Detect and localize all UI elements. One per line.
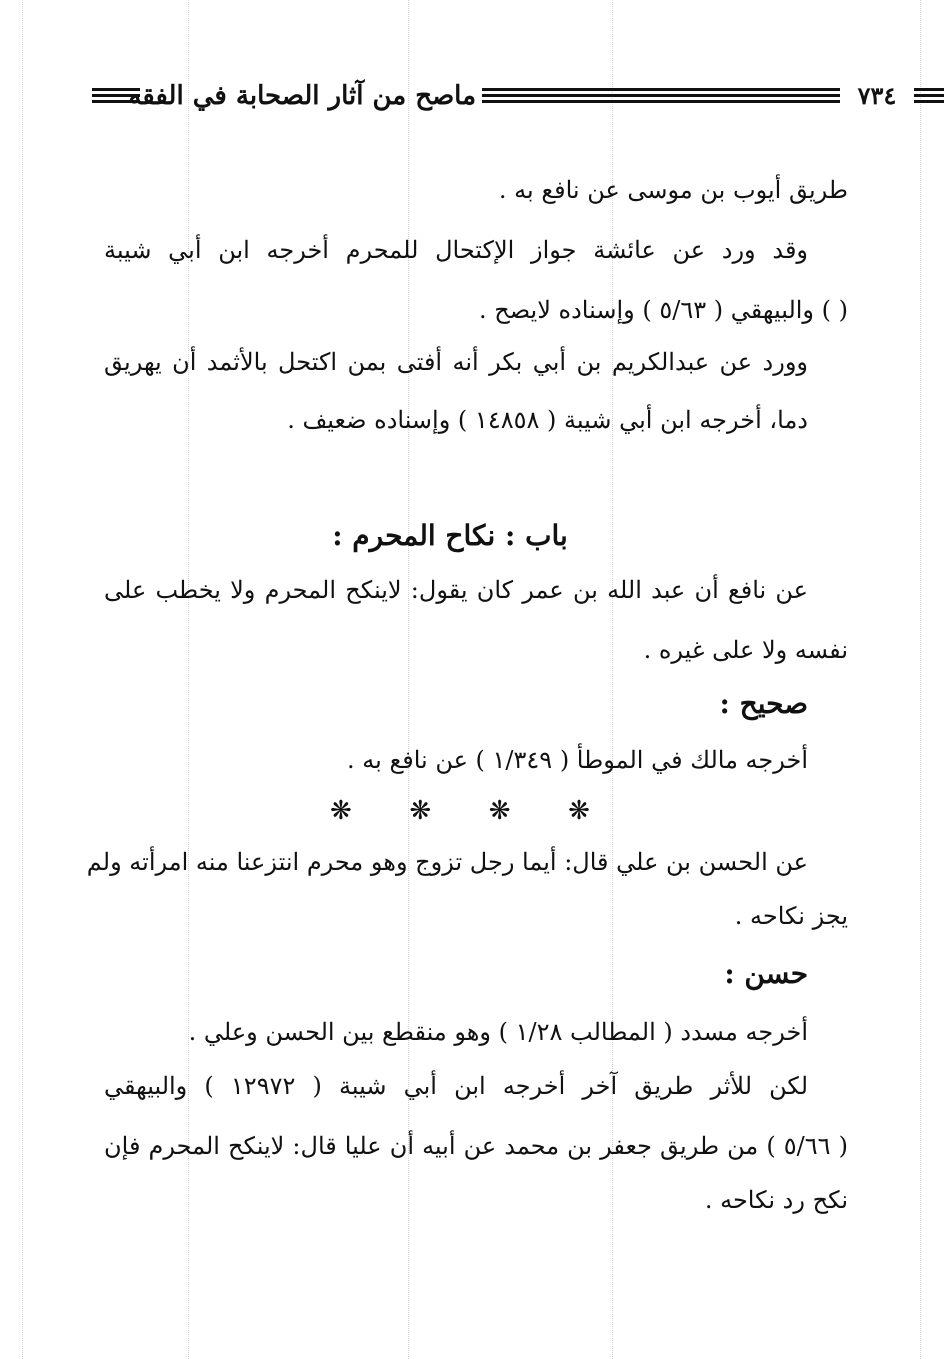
text-line: عن نافع أن عبد الله بن عمر كان يقول: لاينكح المحرم ولا يخطب على <box>104 576 808 604</box>
text-line: يجز نكاحه . <box>734 902 848 930</box>
text-line: طريق أيوب بن موسى عن نافع به . <box>498 176 848 204</box>
text-line: ( ٥/٦٦ ) من طريق جعفر بن محمد عن أبيه أن عليا قال: لاينكح المحرم فإن <box>104 1132 848 1160</box>
text-line: أخرجه مسدد ( المطالب ١/٢٨ ) وهو منقطع بين الحسن وعلي . <box>188 1018 808 1046</box>
text-line: لكن للأثر طريق آخر أخرجه ابن أبي شيبة ( ١٢٩٧٢ ) والبيهقي <box>104 1072 809 1100</box>
scan-line <box>22 0 23 1359</box>
scan-line <box>920 0 921 1359</box>
grade-label: صحيح : <box>719 687 808 720</box>
text-line: وقد ورد عن عائشة جواز الإكتحال للمحرم أخرجه ابن أبي شيبة <box>104 236 808 264</box>
text-line: دما، أخرجه ابن أبي شيبة ( ١٤٨٥٨ ) وإسناده ضعيف . <box>287 406 808 434</box>
page-number: ٧٣٤ <box>857 81 897 110</box>
text-line: نكح رد نكاحه . <box>704 1186 848 1214</box>
header-rule-middle <box>482 88 840 104</box>
star-ornament-icon: ❋ <box>409 796 432 826</box>
text-line: عن الحسن بن علي قال: أيما رجل تزوج وهو محرم انتزعنا منه امرأته ولم <box>86 848 808 876</box>
star-ornament-icon: ❋ <box>330 796 352 826</box>
separator <box>330 796 590 826</box>
page-header <box>92 78 897 114</box>
text-line: أخرجه مالك في الموطأ ( ١/٣٤٩ ) عن نافع به . <box>347 746 808 774</box>
running-title: ماصح من آثار الصحابة في الفقه <box>128 81 476 111</box>
grade-label: حسن : <box>724 957 808 990</box>
text-line: وورد عن عبدالكريم بن أبي بكر أنه أفتى بمن اكتحل بالأثمد أن يهريق <box>104 348 808 376</box>
star-ornament-icon: ❋ <box>488 796 511 826</box>
header-rule-right <box>914 88 944 104</box>
section-heading: باب : نكاح المحرم : <box>332 519 568 552</box>
text-line: ( ) والبيهقي ( ٥/٦٣ ) وإسناده لايصح . <box>478 296 848 324</box>
text-line: نفسه ولا على غيره . <box>643 636 848 664</box>
star-ornament-icon: ❋ <box>568 796 590 826</box>
